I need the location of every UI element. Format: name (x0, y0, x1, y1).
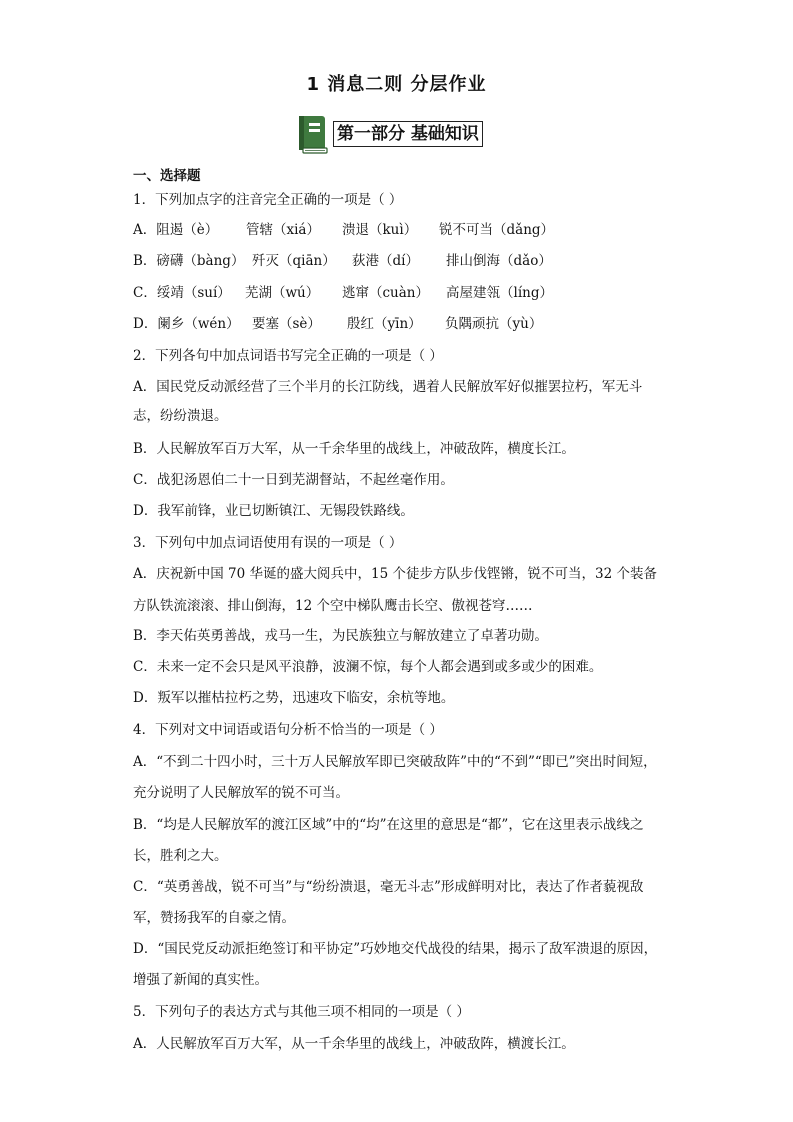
section-heading: 一、选择题 (133, 168, 201, 184)
q1-option-d (133, 314, 542, 334)
q1-b-2: 歼灭（qiān） (252, 253, 336, 269)
q2-stem: 2．下列各句中加点词语书写完全正确的一项是（ ） (133, 348, 443, 364)
q3-option-c: C．未来一定不会只是风平浪静，波澜不惊，每个人都会遇到或多或少的困难。 (133, 659, 603, 675)
q4-stem: 4．下列对文中词语或语句分析不恰当的一项是（ ） (133, 722, 443, 738)
q5-option-a: A．人民解放军百万大军，从一千余华里的战线上，冲破敌阵，横渡长江。 (133, 1036, 575, 1052)
q1-b-1: B．磅礴（bàng） (133, 253, 245, 269)
q1-option-b (133, 251, 552, 271)
q4-option-c-line1: C．“英勇善战，锐不可当”与“纷纷溃退，毫无斗志”形成鲜明对比，表达了作者藐视敌 (133, 879, 644, 895)
q5-stem: 5．下列句子的表达方式与其他三项不相同的一项是（ ） (133, 1004, 470, 1020)
q3-option-b: B．李天佑英勇善战，戎马一生，为民族独立与解放建立了卓著功勋。 (133, 628, 548, 644)
q2-option-b: B．人民解放军百万大军，从一千余华里的战线上，冲破敌阵，横度长江。 (133, 441, 575, 457)
q1-a-2: 管辖（xiá） (246, 222, 320, 238)
q1-option-c (133, 283, 553, 303)
q1-a-1: A．阻遏（è） (133, 222, 219, 238)
q4-option-b-line1: B．“均是人民解放军的渡江区域”中的“均”在这里的意思是“都”，它在这里表示战线之 (133, 817, 644, 833)
q1-a-4: 锐不可当（dǎng） (439, 222, 555, 238)
q3-option-d: D．叛军以摧枯拉朽之势，迅速攻下临安，余杭等地。 (133, 690, 455, 706)
q1-d-3: 殷红（yīn） (347, 316, 422, 332)
q1-d-4: 负隅顽抗（yù） (445, 316, 543, 332)
page-title: 1 消息二则 分层作业 (306, 74, 487, 95)
q4-option-d-line1: D．“国民党反动派拒绝签订和平协定”巧妙地交代战役的结果，揭示了敌军溃退的原因， (133, 941, 658, 957)
q1-b-3: 荻港（dí） (352, 253, 419, 269)
q1-c-4: 高屋建瓴（líng） (446, 285, 553, 301)
part-label: 第一部分 基础知识 (333, 121, 483, 147)
q1-option-a (133, 220, 554, 240)
q4-option-a-line2: 充分说明了人民解放军的锐不可当。 (133, 785, 349, 801)
q3-option-a-line1: A．庆祝新中国 70 华诞的盛大阅兵中，15 个徒步方队步伐铿锵，锐不可当，32 个装备 (133, 566, 657, 582)
q4-option-b-line2: 长，胜利之大。 (133, 848, 228, 864)
part-header (297, 113, 483, 155)
q1-c-1: C．绥靖（suí） (133, 285, 231, 301)
q1-a-3: 溃退（kuì） (342, 222, 418, 238)
q1-c-2: 芜湖（wú） (245, 285, 320, 301)
q3-option-a-line2: 方队铁流滚滚、排山倒海，12 个空中梯队鹰击长空、傲视苍穹…… (133, 598, 533, 614)
q4-option-c-line2: 军，赞扬我军的自豪之情。 (133, 910, 295, 926)
q3-stem: 3．下列句中加点词语使用有误的一项是（ ） (133, 535, 403, 551)
q2-option-a-line1: A．国民党反动派经营了三个半月的长江防线，遇着人民解放军好似摧罢拉朽，军无斗 (133, 379, 643, 395)
q4-option-a-line1: A．“不到二十四小时，三十万人民解放军即已突破敌阵”中的“不到”“即已”突出时间短， (133, 754, 657, 770)
q1-d-1: D．阑乡（wén） (133, 316, 240, 332)
q1-d-2: 要塞（sè） (252, 316, 321, 332)
book-icon (297, 113, 329, 155)
q1-b-4: 排山倒海（dǎo） (446, 253, 552, 269)
q4-option-d-line2: 增强了新闻的真实性。 (133, 972, 268, 988)
q1-c-3: 逃窜（cuàn） (342, 285, 429, 301)
q2-option-a-line2: 志，纷纷溃退。 (133, 408, 228, 424)
q2-option-d: D．我军前锋，业已切断镇江、无锡段铁路线。 (133, 503, 414, 519)
q2-option-c: C．战犯汤恩伯二十一日到芜湖督站，不起丝毫作用。 (133, 472, 454, 488)
q1-stem: 1．下列加点字的注音完全正确的一项是（ ） (133, 192, 403, 208)
